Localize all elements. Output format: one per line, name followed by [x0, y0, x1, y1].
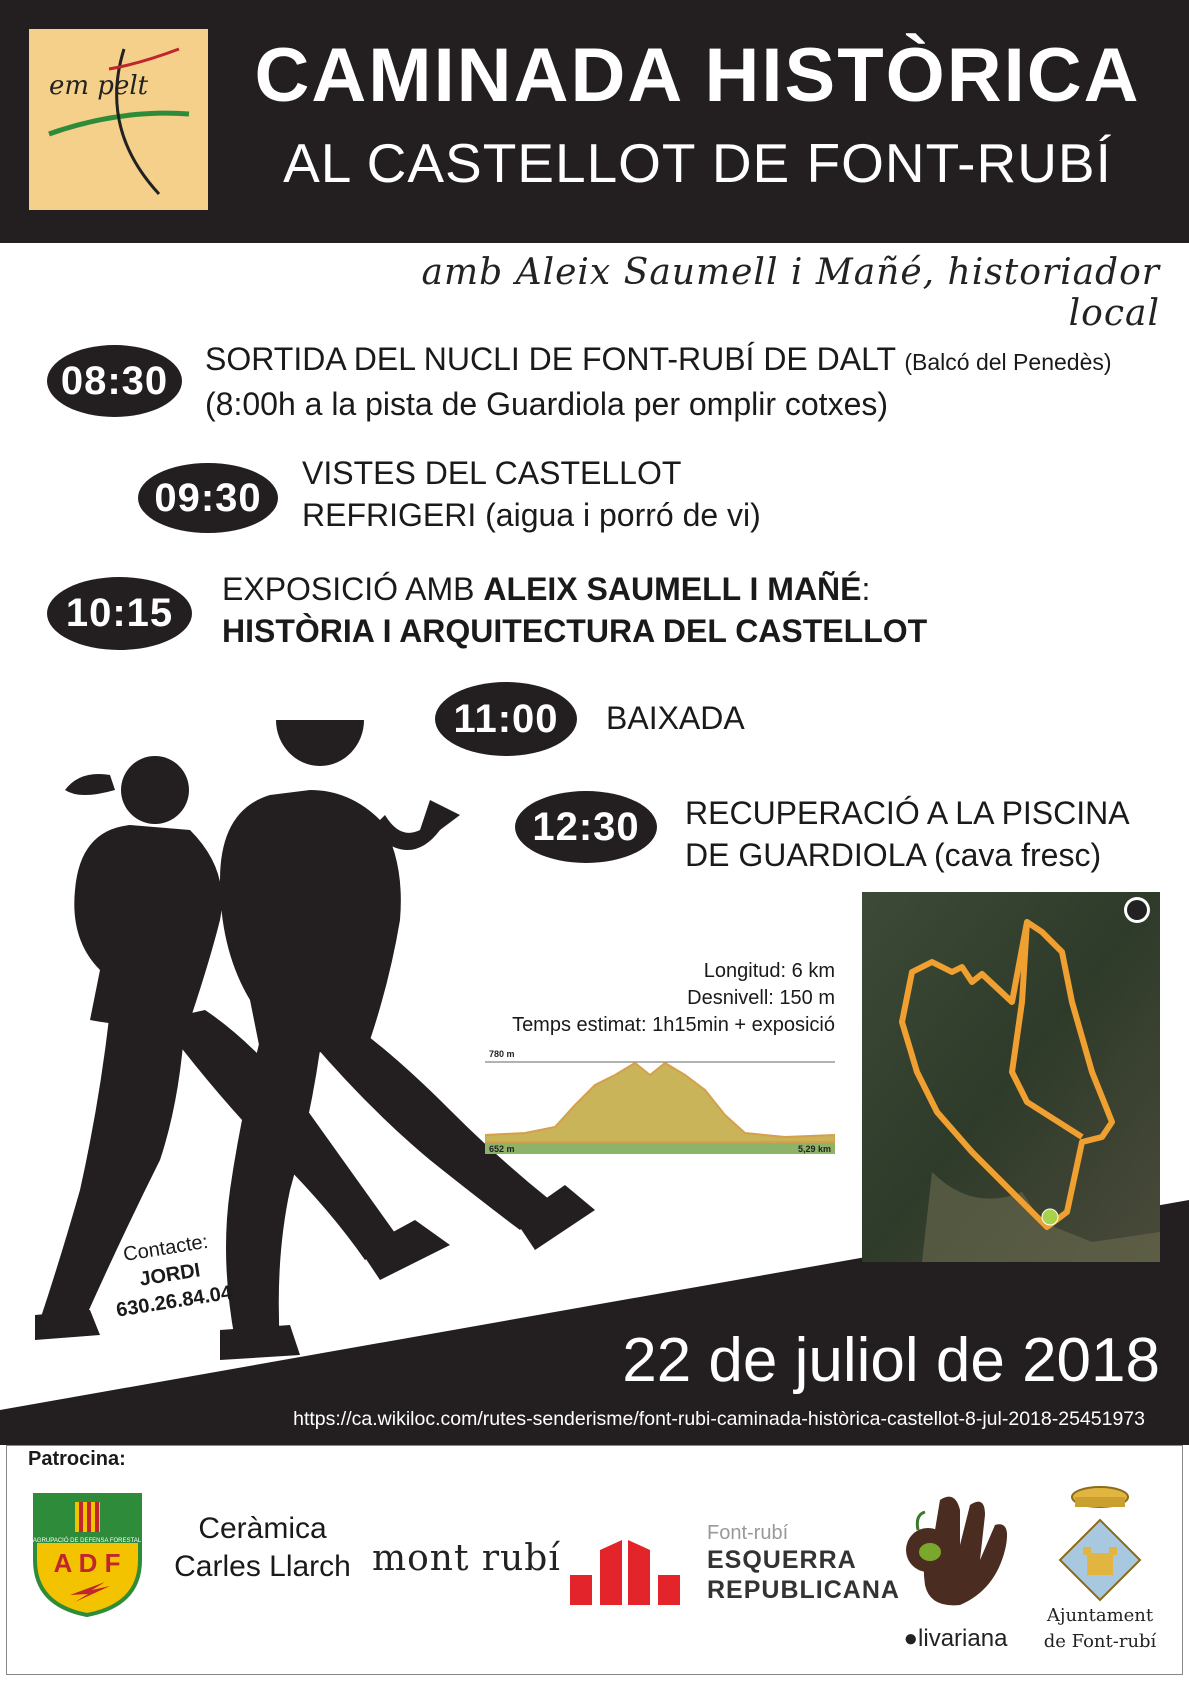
erc-line1: ESQUERRA [707, 1546, 857, 1574]
font-rubi-coat-of-arms [1055, 1485, 1145, 1610]
svg-text:652 m: 652 m [489, 1144, 515, 1154]
contact-name: JORDI [138, 1259, 202, 1291]
erc-line2: REPUBLICANA [707, 1576, 900, 1604]
page-subtitle: AL CASTELLOT DE FONT-RUBÍ [283, 132, 1112, 194]
adf-logo [30, 1490, 145, 1620]
event-0930 [302, 452, 1002, 536]
guide-credit: amb Aleix Saumell i Mañé, historiador local [421, 252, 1160, 334]
route-stats [470, 958, 835, 1039]
wikiloc-link[interactable]: https://ca.wikiloc.com/rutes-senderisme/font-rubi-caminada-històrica-castellot-8-jul-2018-25451973 [293, 1408, 1145, 1430]
event-1015 [222, 568, 1172, 652]
speaker-name: ALEIX SAUMELL I MAÑÉ [483, 571, 862, 607]
time-badge-1100: 11:00 [435, 682, 577, 756]
route-elevation-gain: Desnivell: 150 m [687, 987, 835, 1009]
svg-text:A D F: A D F [53, 1548, 121, 1578]
event-1100 [606, 697, 906, 739]
page-title: CAMINADA HISTÒRICA [254, 33, 1141, 118]
time-badge-0930: 09:30 [138, 463, 278, 533]
ajuntament-line1: Ajuntament [1046, 1605, 1154, 1626]
ceramica-line1: Ceràmica [198, 1512, 327, 1545]
olive-o-icon: ● [903, 1625, 919, 1652]
route-map [862, 892, 1160, 1262]
svg-text:AGRUPACIÓ DE DEFENSA FORESTAL: AGRUPACIÓ DE DEFENSA FORESTAL [32, 1538, 142, 1544]
contact-label: Contacte: [121, 1230, 210, 1266]
event-detail: REFRIGERI (aigua i porró de vi) [302, 497, 761, 533]
svg-text:em pelt: em pelt [49, 71, 149, 101]
event-0830 [205, 338, 1175, 425]
time-badge-1230: 12:30 [515, 791, 657, 863]
sponsors-label: Patrocina: [28, 1448, 126, 1470]
ajuntament-line2: de Font-rubí [1043, 1631, 1157, 1652]
talk-title: HISTÒRIA I ARQUITECTURA DEL CASTELLOT [222, 613, 928, 649]
olivariana-name [893, 1625, 1018, 1653]
ceramica-line2: Carles Llarch [174, 1550, 351, 1583]
contact-phone: 630.26.84.04 [114, 1281, 234, 1322]
elevation-profile [485, 1045, 835, 1160]
event-title: RECUPERACIÓ A LA PISCINA [685, 795, 1130, 831]
event-detail: (8:00h a la pista de Guardiola per omplir cotxes) [205, 386, 889, 422]
ajuntament-label [1040, 1603, 1160, 1655]
erc-bars-logo [570, 1540, 680, 1605]
event-detail: DE GUARDIOLA (cava fresc) [685, 837, 1102, 873]
time-badge-0830: 08:30 [47, 345, 182, 417]
event-1230 [685, 792, 1165, 876]
colon: : [861, 571, 871, 607]
erc-place: Font-rubí [707, 1522, 789, 1544]
ceramica-carles-llarch [160, 1510, 365, 1586]
montrubi-logo: mont rubí [372, 1538, 561, 1579]
route-duration: Temps estimat: 1h15min + exposició [512, 1014, 835, 1036]
event-title: EXPOSICIÓ AMB [222, 571, 484, 607]
olivariana-text: livariana [918, 1625, 1008, 1652]
event-title: VISTES DEL CASTELLOT [302, 455, 682, 491]
event-note: (Balcó del Penedès) [904, 349, 1112, 375]
empelt-logo [29, 29, 208, 210]
event-title: BAIXADA [606, 700, 745, 736]
svg-text:780 m: 780 m [489, 1049, 515, 1059]
olivariana-logo [900, 1490, 1015, 1615]
event-date: 22 de juliol de 2018 [622, 1326, 1160, 1395]
time-badge-1015: 10:15 [47, 577, 192, 650]
route-length: Longitud: 6 km [703, 960, 835, 982]
event-title: SORTIDA DEL NUCLI DE FONT-RUBÍ DE DALT [205, 341, 896, 377]
svg-text:5,29 km: 5,29 km [797, 1144, 831, 1154]
erc-logo [707, 1522, 900, 1605]
